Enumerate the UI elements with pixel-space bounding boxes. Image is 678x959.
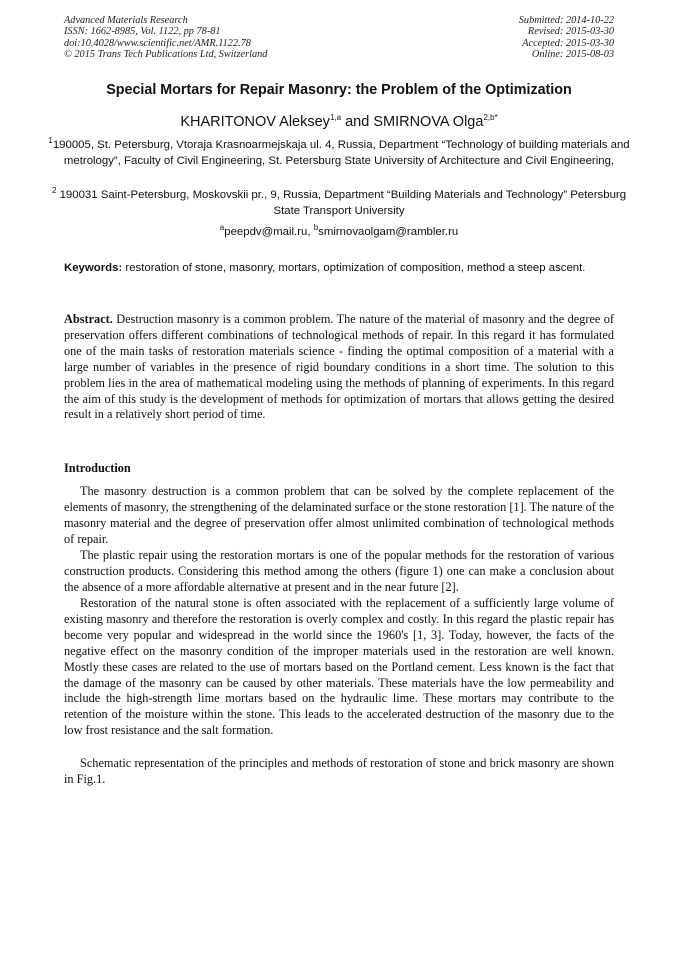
author-2: SMIRNOVA Olga — [373, 114, 484, 130]
journal-name: Advanced Materials Research — [64, 15, 188, 26]
affiliation-2-text: 190031 Saint-Petersburg, Moskovskii pr., 9, Russia, Department “Building Materials and Technology” Petersburg State Transport University — [56, 189, 627, 217]
issn-line: ISSN: 1662-8985, Vol. 1122, pp 78-81 — [64, 26, 221, 38]
affiliation-2 — [40, 188, 638, 219]
paper-title: Special Mortars for Repair Masonry: the Problem of the Optimization — [106, 82, 572, 98]
online-date: Online: 2015-08-03 — [531, 49, 614, 61]
revised-date: Revised: 2015-03-30 — [527, 26, 614, 38]
email-b: smirnovaolgam@rambler.ru — [318, 226, 459, 238]
author-2-affiliation-mark: 2,b* — [483, 113, 498, 123]
intro-paragraph-1: The masonry destruction is a common problem that can be solved by the complete replacement of the elements of masonry, the strengthening of the delaminated surface or the stone restoration [1]. The nature of the masonry material and the degree of preservation offer almost unlimited combination of technological methods of repair. — [64, 484, 614, 546]
abstract-text: Destruction masonry is a common problem. The nature of the material of masonry and the degree of preservation offers different combinations of technological methods of repair. In this regard it has formulated one of the main tasks of restoration materials science - finding the optimal composition of a material with a large number of variables in the presence of rigid boundary conditions in a short time. The solution to this problem lies in the area of mathematical modeling using the methods of planning of experiments. In this regard the aim of this study is the development of methods for optimization of mortars that allows getting the desired result in a relatively short period of time. — [64, 312, 614, 422]
submitted-date: Submitted: 2014-10-22 — [518, 15, 614, 26]
affiliation-2-mark: 2 — [51, 186, 57, 196]
keywords-block — [64, 261, 614, 277]
section-heading-introduction: Introduction — [64, 461, 131, 475]
email-a: peepdv@mail.ru, — [224, 226, 314, 238]
copyright-line: © 2015 Trans Tech Publications Ltd, Switzerland — [64, 49, 268, 61]
author-emails — [40, 225, 638, 241]
intro-paragraph-3: Restoration of the natural stone is often associated with the replacement of a sufficiently large volume of existing masonry and therefore the restoration is overly complex and costly. In this regard the plastic repair has become very popular and widespread in the world since the 1960's [1, 3]. Today, however, the facts of the negative effect on the masonry condition of the improper materials used in the restoration are well known. Mostly these cases are related to the use of mortars based on the Portland cement. Less known is the fact that the damage of the masonry can be caused by other materials. These materials have the low permeability and include the high-strength lime mortars based on the hydraulic lime. These mortars may contribute to the retention of the moisture within the stone. This leads to the accelerated destruction of the masonry due to the low frost resistance and the salt formation. — [64, 596, 614, 738]
intro-paragraph-4: Schematic representation of the principles and methods of restoration of stone and brick masonry are shown in Fig.1. — [64, 756, 614, 786]
author-conjunction: and — [341, 114, 374, 130]
affiliation-1-text: 190005, St. Petersburg, Vtoraja Krasnoarmejskaja ul. 4, Russia, Department “Technology of building materials and metrology”, Faculty of Civil Engineering, St. Petersburg State University of Architecture and Civil Engineering, — [52, 139, 630, 167]
affiliation-1 — [40, 138, 638, 169]
abstract-block — [64, 312, 614, 423]
journal-header-left — [64, 15, 267, 61]
abstract-label: Abstract. — [64, 312, 113, 326]
accepted-date: Accepted: 2015-03-30 — [522, 37, 614, 49]
keywords-text: restoration of stone, masonry, mortars, optimization of composition, method a steep ascent. — [122, 262, 586, 274]
journal-header-right — [519, 15, 614, 61]
affiliation-1-mark: 1 — [48, 136, 53, 146]
doi-line: doi:10.4028/www.scientific.net/AMR.1122.78 — [64, 37, 251, 49]
email-b-mark: b — [313, 223, 319, 233]
email-a-mark: a — [219, 223, 225, 233]
keywords-label: Keywords: — [64, 262, 123, 274]
author-1: KHARITONOV Aleksey — [180, 114, 330, 130]
author-line — [40, 114, 638, 130]
intro-paragraph-2: The plastic repair using the restoration mortars is one of the popular methods for the restoration of various construction products. Considering this method among the others (figure 1) one can make a conclusion about the absence of a more affordable alternative at present and in the near future [2]. — [64, 548, 614, 594]
author-1-affiliation-mark: 1,a — [329, 113, 342, 123]
